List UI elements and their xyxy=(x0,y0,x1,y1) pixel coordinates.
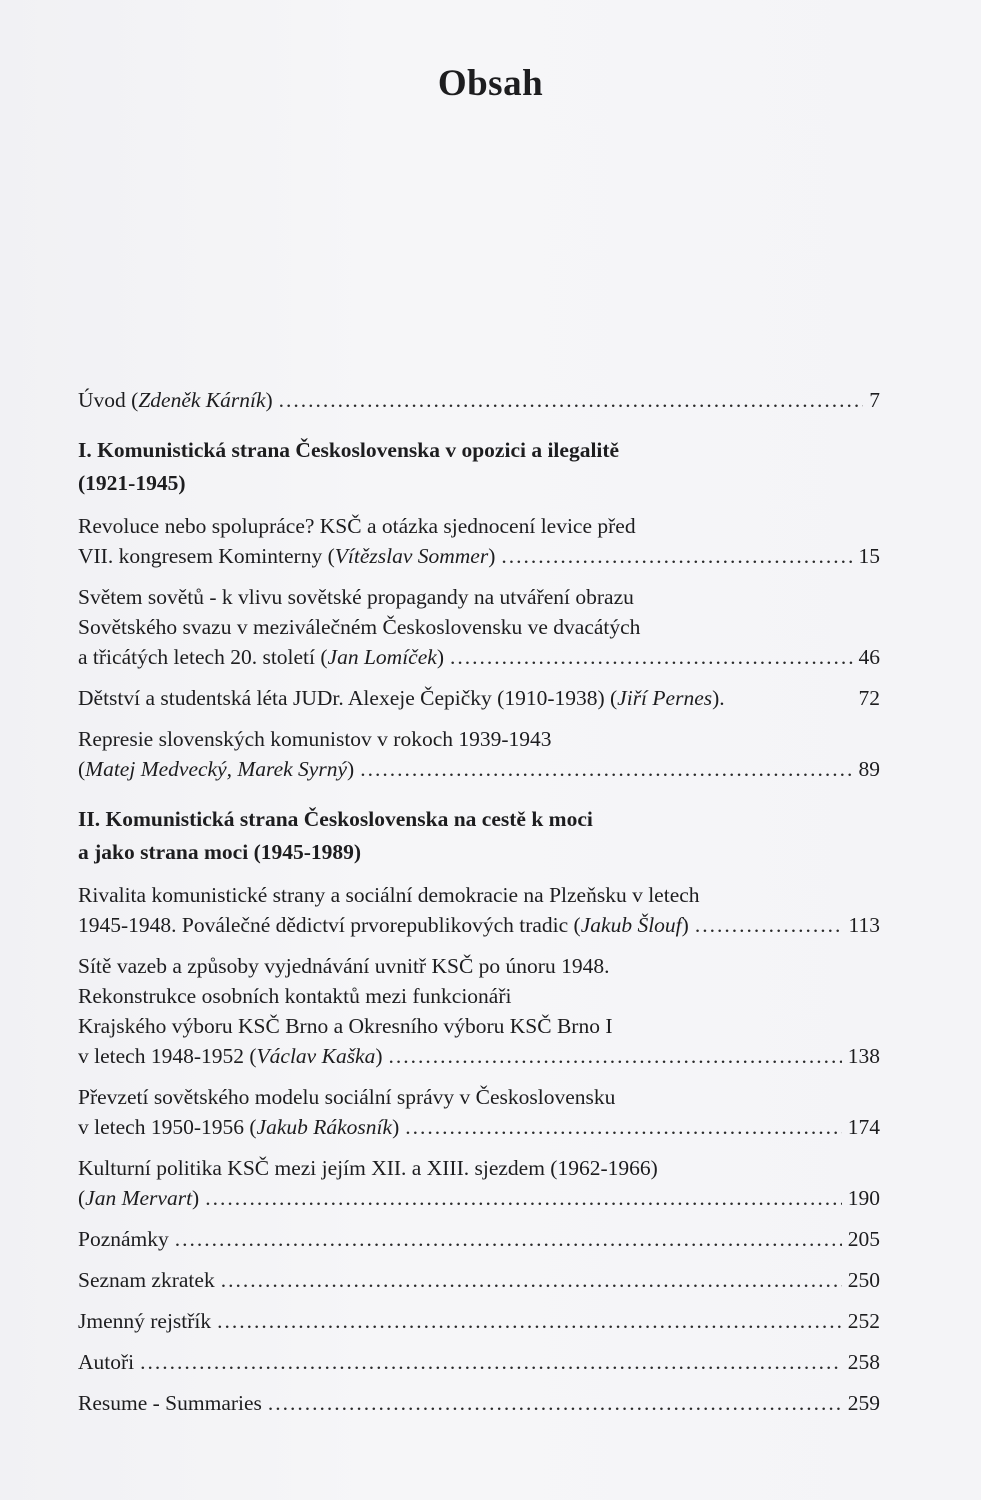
page-number: 205 xyxy=(847,1227,880,1251)
leader-dots xyxy=(205,1183,842,1213)
toc-entry-sommer: Revoluce nebo spolupráce? KSČ a otázka sjednocení levice před VII. kongresem Kominterny (Vítězslav Sommer) ..... 15 xyxy=(78,511,880,571)
entry-title: Autoři xyxy=(78,1350,135,1374)
page-number: 250 xyxy=(847,1268,880,1292)
entry-title: (Matej Medvecký, Marek Syrný) xyxy=(78,757,355,781)
page-number: 174 xyxy=(847,1115,880,1139)
leader-dots xyxy=(405,1112,842,1142)
page-number: 72 xyxy=(858,686,880,710)
entry-title: a třicátých letech 20. století (Jan Lomíček) xyxy=(78,645,444,669)
toc-entry-slouf: Rivalita komunistické strany a sociální demokracie na Plzeňsku v letech 1945-1948. Poválečné dědictví prvorepublikových tradic (Jakub Šlouf) ..... 113 xyxy=(78,880,880,940)
entry-title: Úvod (Zdeněk Kárník) xyxy=(78,388,273,412)
entry-title: v letech 1948-1952 (Václav Kaška) xyxy=(78,1044,383,1068)
toc-entry-mervart: Kulturní politika KSČ mezi jejím XII. a XIII. sjezdem (1962-1966) (Jan Mervart) ..... 190 xyxy=(78,1153,880,1213)
page-number: 190 xyxy=(847,1186,880,1210)
entry-author: Jan Lomíček xyxy=(327,645,437,669)
entry-author: Jan Mervart xyxy=(85,1186,193,1210)
toc-entry-rakosnik: Převzetí sovětského modelu sociální správy v Československu v letech 1950-1956 (Jakub Rákosník) ..... 174 xyxy=(78,1082,880,1142)
page-number: 259 xyxy=(847,1391,880,1415)
page-number: 252 xyxy=(847,1309,880,1333)
entry-author: Václav Kaška xyxy=(256,1044,376,1068)
toc-entry-kaska: Sítě vazeb a způsoby vyjednávání uvnitř KSČ po únoru 1948. Rekonstrukce osobních kontaktů mezi funkcionáři Krajského výboru KSČ Brno a Okresního výboru KSČ Brno I v letech 1948-1952 (Václav Kaška) ..... 138 xyxy=(78,951,880,1071)
page-number: 89 xyxy=(858,757,880,781)
entry-title: Seznam zkratek xyxy=(78,1268,215,1292)
toc-entry-lomicek: Světem sovětů - k vlivu sovětské propagandy na utváření obrazu Sovětského svazu v meziválečném Československu ve dvacátých a třicátých letech 20. století (Jan Lomíček) ..... 46 xyxy=(78,582,880,672)
entry-title: Poznámky xyxy=(78,1227,169,1251)
page-number: 46 xyxy=(858,645,880,669)
entry-title: Dětství a studentská léta JUDr. Alexeje Čepičky (1910-1938) (Jiří Pernes). xyxy=(78,686,725,710)
toc-entry-zkratky xyxy=(78,1265,880,1295)
entry-author: Matej Medvecký, Marek Syrný xyxy=(85,757,348,781)
entry-title: Jmenný rejstřík xyxy=(78,1309,212,1333)
entry-author: Jiří Pernes xyxy=(617,686,713,710)
toc-entry-uvod xyxy=(78,385,880,415)
entry-title: Resume - Summaries xyxy=(78,1391,262,1415)
page-number: 138 xyxy=(847,1044,880,1068)
leader-dots xyxy=(175,1224,842,1254)
leader-dots xyxy=(221,1265,842,1295)
table-of-contents xyxy=(78,385,880,1418)
page-number: 113 xyxy=(848,913,880,937)
leader-dots xyxy=(360,754,852,784)
toc-entry-poznamky xyxy=(78,1224,880,1254)
entry-title: (Jan Mervart) xyxy=(78,1186,200,1210)
leader-dots xyxy=(268,1388,842,1418)
toc-entry-autori xyxy=(78,1347,880,1377)
toc-entry-medvecky: Represie slovenských komunistov v rokoch 1939-1943 (Matej Medvecký, Marek Syrný) ..... 89 xyxy=(78,724,880,784)
entry-author: Jakub Rákosník xyxy=(256,1115,393,1139)
section-heading-2: II. Komunistická strana Československa na cestě k moci a jako strana moci (1945-1989) xyxy=(78,807,593,864)
entry-author: Vítězslav Sommer xyxy=(334,544,489,568)
page-number: 7 xyxy=(869,388,880,412)
leader-dots xyxy=(501,541,852,571)
leader-dots xyxy=(279,385,864,415)
leader-dots xyxy=(217,1306,842,1336)
leader-dots xyxy=(695,910,843,940)
entry-author: Zdeněk Kárník xyxy=(138,388,266,412)
entry-title: 1945-1948. Poválečné dědictví prvorepublikových tradic (Jakub Šlouf) xyxy=(78,913,689,937)
entry-title: VII. kongresem Kominterny (Vítězslav Sommer) xyxy=(78,544,496,568)
entry-title: v letech 1950-1956 (Jakub Rákosník) xyxy=(78,1115,400,1139)
leader-dots xyxy=(140,1347,842,1377)
leader-dots xyxy=(450,642,853,672)
page-number: 15 xyxy=(858,544,880,568)
leader-dots xyxy=(389,1041,842,1071)
toc-entry-resume xyxy=(78,1388,880,1418)
toc-entry-rejstrik xyxy=(78,1306,880,1336)
toc-entry-pernes xyxy=(78,683,880,713)
entry-author: Jakub Šlouf xyxy=(580,913,682,937)
page-number: 258 xyxy=(847,1350,880,1374)
section-heading-1: I. Komunistická strana Československa v opozici a ilegalitě (1921-1945) xyxy=(78,438,620,495)
page-title: Obsah xyxy=(437,63,544,104)
